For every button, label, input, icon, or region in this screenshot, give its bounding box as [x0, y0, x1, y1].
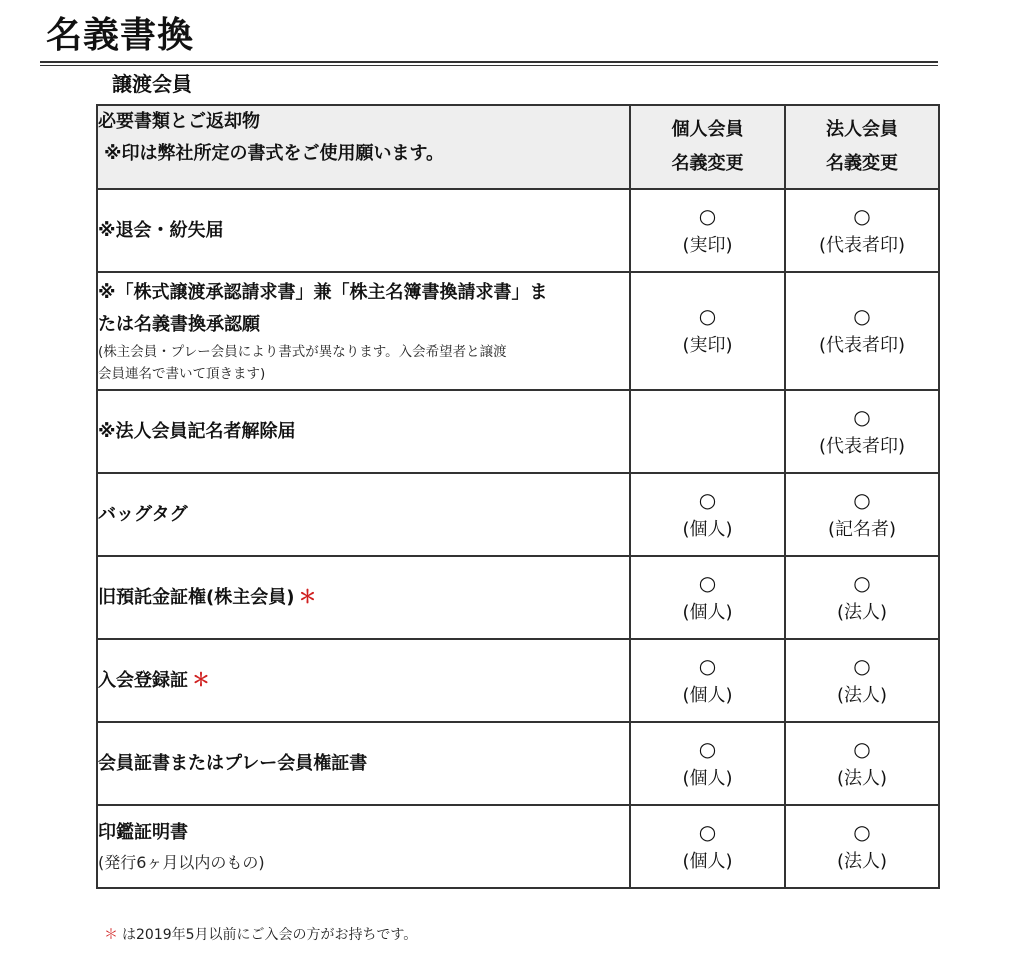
individual-cell [630, 805, 785, 888]
header-corporate-line1: 法人会員 [826, 119, 898, 140]
required-mark: ○ [698, 819, 717, 844]
return-note: (個人) [682, 684, 733, 706]
required-mark: ○ [698, 203, 717, 228]
return-note: (個人) [682, 850, 733, 872]
seal-note: (実印) [682, 234, 733, 256]
required-mark: ○ [853, 203, 871, 228]
required-mark: ○ [853, 304, 871, 328]
corporate-cell [785, 272, 939, 390]
required-documents-table [96, 104, 940, 889]
required-mark: ○ [853, 653, 871, 678]
required-mark: ○ [698, 487, 717, 512]
document-name [98, 582, 629, 614]
document-cell [97, 189, 630, 272]
seal-note: (実印) [682, 335, 733, 356]
table-row [97, 722, 939, 805]
return-note: (個人) [682, 601, 733, 623]
document-name: 会員証書またはプレー会員権証書 [98, 752, 368, 774]
document-name: バッグタグ [98, 503, 188, 525]
individual-cell-empty [630, 390, 785, 473]
seal-note: (代表者印) [818, 435, 906, 457]
header-documents-note: ※印は弊社所定の書式をご使用願います。 [104, 143, 445, 164]
table-row [97, 639, 939, 722]
document-note-line2: 会員連名で書いて頂きます) [98, 366, 266, 382]
return-note: (法人) [836, 601, 888, 623]
required-mark: ○ [853, 570, 871, 595]
footnote-asterisk: ＊ [104, 927, 118, 943]
table-row [97, 556, 939, 639]
document-cell [97, 272, 630, 390]
corporate-cell [785, 722, 939, 805]
document-name: 印鑑証明書 [98, 821, 188, 843]
document-name-line2: たは名義書換承認願 [98, 314, 260, 335]
section-title: 譲渡会員 [112, 72, 192, 96]
required-mark: ○ [698, 736, 717, 761]
document-cell [97, 473, 630, 556]
header-documents-title: 必要書類とご返却物 [98, 111, 260, 132]
seal-note: (代表者印) [818, 234, 906, 256]
document-name [98, 665, 629, 697]
seal-note: (代表者印) [818, 335, 906, 356]
document-name-line1: ※「株式譲渡承認請求書」兼「株主名簿書換請求書」ま [98, 282, 548, 303]
document-cell [97, 639, 630, 722]
table-row [97, 390, 939, 473]
individual-cell [630, 272, 785, 390]
document-cell [97, 556, 630, 639]
title-underline [40, 61, 938, 63]
return-note: (法人) [836, 850, 888, 872]
header-individual [630, 105, 785, 189]
corporate-cell [785, 639, 939, 722]
header-corporate [785, 105, 939, 189]
individual-cell [630, 639, 785, 722]
corporate-cell [785, 556, 939, 639]
page-title: 名義書換 [46, 15, 195, 56]
document-condition: (発行6ヶ月以内のもの) [98, 852, 265, 872]
return-note: (法人) [836, 684, 888, 706]
document-cell [97, 805, 630, 888]
table-row [97, 272, 939, 390]
individual-cell [630, 722, 785, 805]
document-note-line1: (株主会員・プレー会員により書式が異なります。入会希望者と譲渡 [98, 344, 507, 360]
required-mark: ○ [698, 304, 717, 328]
individual-cell [630, 473, 785, 556]
corporate-cell [785, 189, 939, 272]
return-note: (記名者) [827, 518, 897, 540]
return-note: (個人) [682, 767, 733, 789]
required-mark: ○ [853, 736, 871, 761]
footnote-text: は2019年5月以前にご入会の方がお持ちです。 [122, 927, 418, 943]
required-mark: ○ [698, 570, 717, 595]
document-cell [97, 390, 630, 473]
title-underline-thin [40, 65, 938, 66]
corporate-cell [785, 805, 939, 888]
asterisk-mark: ＊ [192, 669, 210, 691]
document-name-text: 入会登録証 [98, 669, 188, 691]
return-note: (個人) [682, 518, 733, 540]
required-mark: ○ [698, 653, 717, 678]
return-note: (法人) [836, 767, 888, 789]
required-mark: ○ [853, 819, 871, 844]
header-documents [97, 105, 630, 189]
corporate-cell [785, 473, 939, 556]
individual-cell [630, 189, 785, 272]
table-row [97, 805, 939, 888]
footnote [104, 924, 417, 946]
document-name-text: 旧預託金証権(株主会員) [98, 586, 295, 608]
individual-cell [630, 556, 785, 639]
table-row [97, 189, 939, 272]
table-row [97, 473, 939, 556]
required-mark: ○ [853, 404, 871, 429]
document-cell [97, 722, 630, 805]
header-individual-line2: 名義変更 [671, 153, 744, 174]
document-name: ※法人会員記名者解除届 [98, 420, 296, 442]
table-header-row [97, 105, 939, 189]
document-name: ※退会・紛失届 [98, 219, 224, 241]
required-mark: ○ [853, 487, 871, 512]
asterisk-mark: ＊ [298, 586, 317, 608]
header-corporate-line2: 名義変更 [826, 153, 898, 174]
corporate-cell [785, 390, 939, 473]
header-individual-line1: 個人会員 [671, 119, 744, 140]
